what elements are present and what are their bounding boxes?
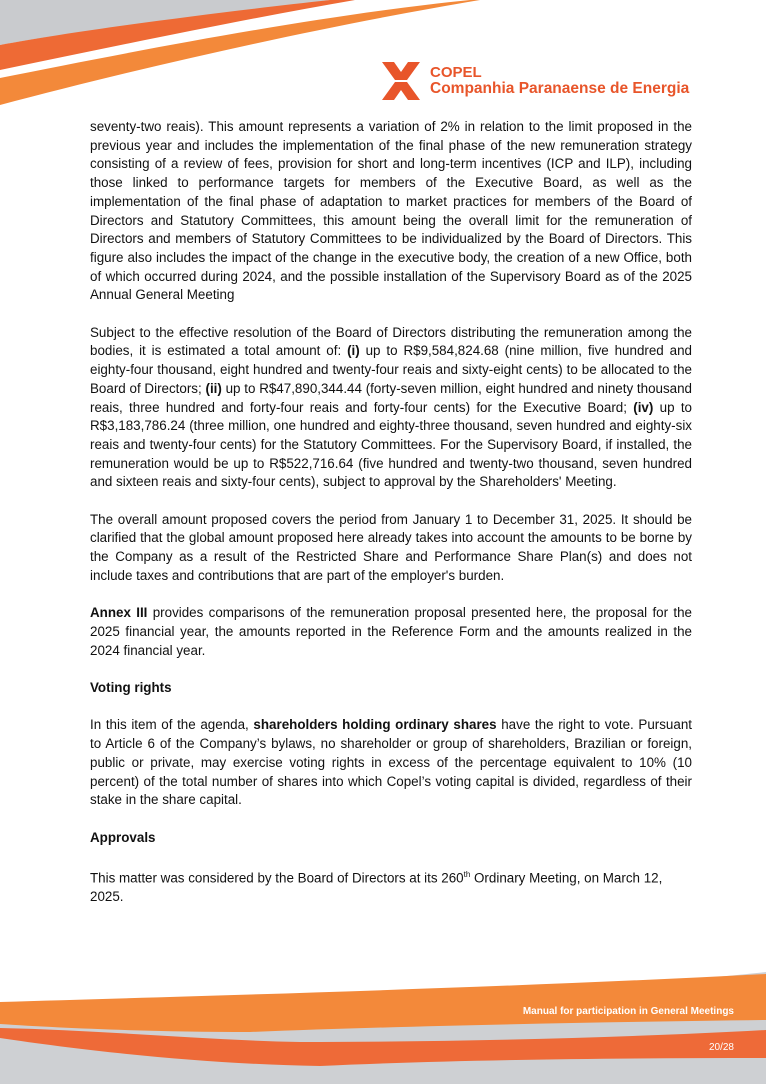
footer-swoosh-decoration — [0, 960, 766, 1084]
text: th — [463, 870, 471, 880]
text: shareholders holding ordinary shares — [253, 717, 497, 733]
paragraph: seventy-two reais). This amount represents a variation of 2% in relation to the limit proposed in the previous year and includes the implementation of the final phase of the new remuneration strategy consisting of a review of fees, provision for short and long-term incentives (ICP and ILP), including those linked to performance targets for members of the Executive Board, as well as the implementation of the final phase of adaptation to market practices for members of the Board of Directors and Statutory Committees, this amount being the overall limit for the remuneration of Directors and members of Statutory Committees to be individualized by the Board of Directors. This figure also includes the impact of the change in the executive body, the creation of a new Office, both of which occurred during 2024, and the possible installation of the Supervisory Board as of the 2025 Annual General Meeting — [90, 119, 692, 303]
document-body — [90, 118, 692, 926]
text: up to R$9,584,824.68 (nine million, five hundred and eighty-four thousand, eight hundred and twenty-four reais and sixty-eight cents) to be allocated to the Board of Directors; — [90, 343, 692, 396]
logo-company: Companhia Paranaense de Energia — [430, 80, 690, 97]
paragraph — [90, 324, 692, 492]
text: This matter was considered by the Board of Directors at its 260 — [90, 870, 464, 886]
text: up to R$47,890,344.44 (forty-seven million, eight hundred and ninety thousand reais, three hundred and forty-four reais and forty-four cents) for the Executive Board; — [90, 380, 692, 415]
text: have the right to vote. Pursuant to Article 6 of the Company’s bylaws, no shareholder or group of shareholders, Brazilian or foreign, public or private, may exercise voting rights in excess of the percentage equivalent to 10% (10 percent) of the total number of shares into which Copel’s voting capital is divided, regardless of their stake in the share capital. — [90, 717, 692, 808]
paragraph — [90, 604, 692, 660]
text: Annex III — [90, 605, 148, 621]
text: (ii) — [205, 380, 222, 396]
text: Subject to the effective resolution of the Board of Directors distributing the remuneration among the bodies, it is estimated a total amount of: — [90, 324, 692, 359]
footer-document-title: Manual for participation in General Meetings — [522, 1006, 734, 1017]
section-heading-approvals: Approvals — [90, 829, 156, 845]
text: (i) — [347, 343, 360, 359]
page-number: 20/28 — [708, 1042, 734, 1053]
paragraph: The overall amount proposed covers the period from January 1 to December 31, 2025. It should be clarified that the global amount proposed here already takes into account the amounts to be borne by the Company as a result of the Restricted Share and Performance Share Plan(s) and does not include taxes and contributions that are part of the employer's burden. — [90, 511, 692, 583]
paragraph — [90, 866, 692, 907]
text: up to R$3,183,786.24 (three million, one hundred and eighty-three thousand, seven hundred and eighty-six reais and twenty-four cents) for the Statutory Committees. For the Supervisory Board, if installed, the remuneration would be up to R$522,716.64 (five hundred and twenty-two thousand, seven hundred and sixteen reais and sixty-four cents), subject to approval by the Shareholders' Meeting. — [90, 399, 692, 490]
paragraph — [90, 716, 692, 810]
copel-logo — [380, 60, 689, 102]
logo-brand: COPEL — [430, 64, 482, 81]
text: provides comparisons of the remuneration proposal presented here, the proposal for the 2025 financial year, the amounts reported in the Reference Form and the amounts realized in the 2024 financial year. — [90, 605, 692, 658]
text: (iv) — [633, 399, 654, 415]
text: In this item of the agenda, — [90, 717, 254, 733]
section-heading-voting-rights: Voting rights — [90, 680, 172, 696]
text: Ordinary Meeting, on March 12, 2025. — [90, 870, 663, 905]
copel-logo-icon — [380, 60, 422, 102]
